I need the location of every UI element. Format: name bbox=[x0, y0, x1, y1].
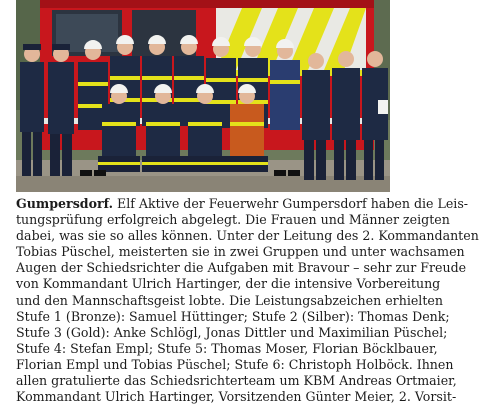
article-line-12: allen gratulierte das Schiedsrichterteam um KBM Andreas Ortmaier, bbox=[16, 373, 457, 389]
article-line-2: tungsprüfung erfolgreich abgelegt. Die Frauen und Männer zeigten bbox=[16, 212, 450, 228]
article-dateline: Gumpersdorf. bbox=[16, 196, 113, 211]
article-line-7: und den Mannschaftsgeist lobte. Die Leistungsabzeichen erhielten bbox=[16, 292, 443, 308]
photo-illustration bbox=[16, 0, 390, 192]
article-line-4: Tobias Püschel, meisterten sie in zwei Gruppen und unter wachsamen bbox=[16, 244, 465, 260]
article-line-8: Stufe 1 (Bronze): Samuel Hüttinger; Stufe 2 (Silber): Thomas Denk; bbox=[16, 308, 450, 324]
article-line-10: Stufe 4: Stefan Empl; Stufe 5: Thomas Moser, Florian Böcklbauer, bbox=[16, 340, 438, 356]
article-line-1: Gumpersdorf. Elf Aktive der Feuerwehr Gumpersdorf haben die Leis- bbox=[16, 196, 469, 211]
article-line-13: Kommandant Ulrich Hartinger, Vorsitzenden Günter Meier, 2. Vorsit- bbox=[16, 389, 457, 405]
article-line-5: Augen der Schiedsrichter die Aufgaben mit Bravour – sehr zur Freude bbox=[16, 260, 467, 276]
article-body bbox=[16, 196, 479, 405]
article-line-6: von Kommandant Ulrich Hartinger, der die intensive Vorbereitung bbox=[16, 276, 441, 292]
article-line-9: Stufe 3 (Gold): Anke Schlögl, Jonas Dittler und Maximilian Püschel; bbox=[16, 324, 448, 340]
group-photo bbox=[16, 0, 390, 192]
article-line-11: Florian Empl und Tobias Püschel; Stufe 6: Christoph Holböck. Ihnen bbox=[16, 356, 454, 372]
article-line-3: dabei, was sie so alles können. Unter der Leitung des 2. Kommandanten bbox=[16, 228, 479, 244]
